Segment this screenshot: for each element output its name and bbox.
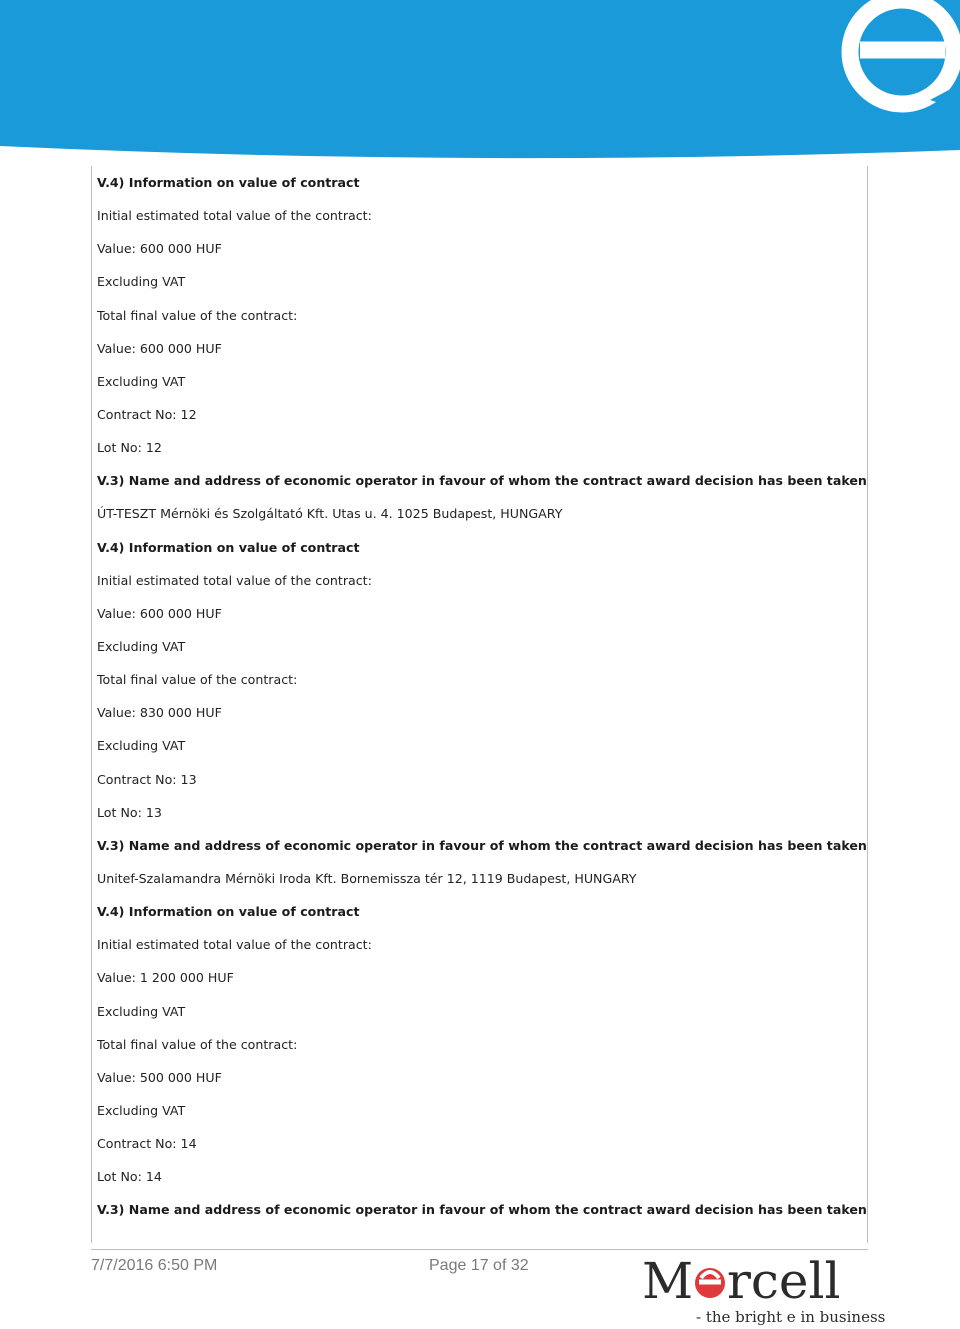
- section-heading: V.4) Information on value of contract: [97, 175, 360, 190]
- document-line: Initial estimated total value of the contract:: [97, 937, 372, 953]
- document-line: Lot No: 13: [97, 804, 162, 820]
- section-heading: V.4) Information on value of contract: [97, 904, 360, 920]
- document-line: Excluding VAT: [97, 638, 186, 654]
- document-body: [97, 173, 867, 1234]
- document-line: Value: 600 000 HUF: [97, 241, 222, 257]
- document-line: Excluding VAT: [97, 373, 186, 389]
- footer-divider: [91, 1249, 868, 1250]
- marcell-logo: [640, 1252, 886, 1328]
- document-line: Excluding VAT: [97, 738, 186, 754]
- section-heading: V.3) Name and address of economic operator in favour of whom the contract award decision has been taken: [97, 837, 867, 853]
- footer-timestamp: 7/7/2016 6:50 PM: [91, 1257, 218, 1274]
- document-line: Unitef-Szalamandra Mérnöki Iroda Kft. Bornemissza tér 12, 1119 Budapest, HUNGARY: [97, 870, 637, 886]
- document-line: Contract No: 13: [97, 771, 197, 787]
- document-line: Lot No: 14: [97, 1169, 162, 1185]
- logo-word-rcell: rcell: [727, 1252, 841, 1310]
- document-line: Lot No: 12: [97, 440, 162, 456]
- document-line: ÚT-TESZT Mérnöki és Szolgáltató Kft. Utas u. 4. 1025 Budapest, HUNGARY: [97, 506, 563, 522]
- section-heading: V.3) Name and address of economic operator in favour of whom the contract award decision has been taken: [97, 473, 867, 489]
- logo-letter-m: M: [642, 1252, 694, 1310]
- document-line: Value: 500 000 HUF: [97, 1069, 222, 1085]
- document-line: Value: 600 000 HUF: [97, 605, 222, 621]
- document-line: Value: 600 000 HUF: [97, 340, 222, 356]
- document-line: Total final value of the contract:: [97, 672, 298, 688]
- header-background: [0, 0, 960, 158]
- logo-tagline: - the bright e in business: [696, 1308, 886, 1326]
- document-line: Contract No: 12: [97, 406, 197, 422]
- section-heading: V.3) Name and address of economic operator in favour of whom the contract award decision has been taken: [97, 1202, 867, 1218]
- document-line: Value: 1 200 000 HUF: [97, 970, 234, 986]
- document-line: Initial estimated total value of the contract:: [97, 572, 372, 588]
- document-line: Initial estimated total value of the contract:: [97, 208, 372, 224]
- document-line: Excluding VAT: [97, 274, 186, 290]
- footer-page-number: Page 17 of 32: [429, 1257, 529, 1274]
- document-line: Value: 830 000 HUF: [97, 705, 222, 721]
- document-line: Total final value of the contract:: [97, 1036, 298, 1052]
- document-line: Total final value of the contract:: [97, 307, 298, 323]
- document-line: Contract No: 14: [97, 1136, 197, 1152]
- logo-e-icon: [695, 1268, 725, 1298]
- document-line: Excluding VAT: [97, 1102, 186, 1118]
- document-line: Excluding VAT: [97, 1003, 186, 1019]
- header-banner: [0, 0, 960, 160]
- section-heading: V.4) Information on value of contract: [97, 539, 360, 555]
